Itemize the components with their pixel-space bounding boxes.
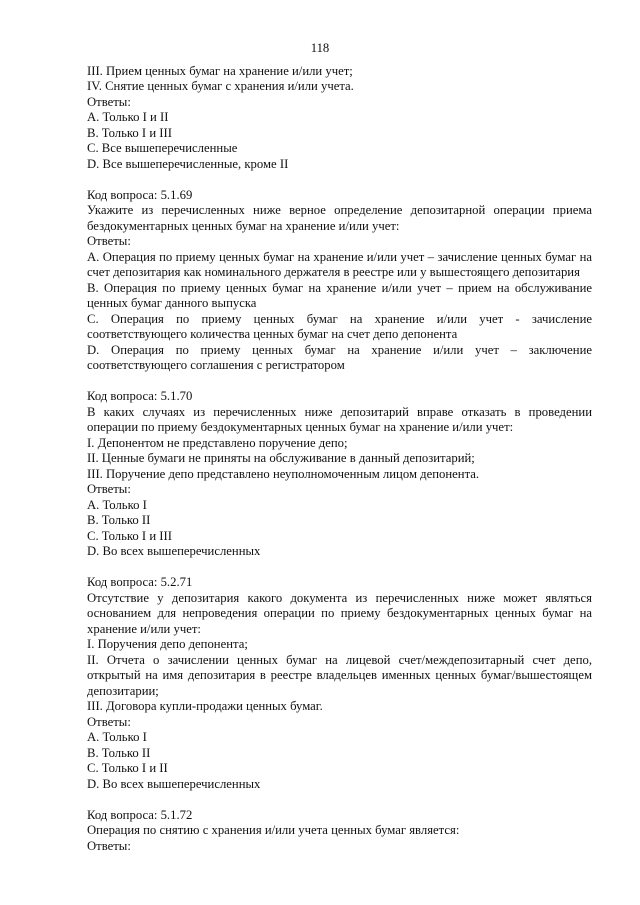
question-code: Код вопроса: 5.2.71 [87,575,193,589]
answer-option: D. Во всех вышеперечисленных [87,776,261,791]
answer-option: A. Операция по приему ценных бумаг на хранение и/или учет – зачисление ценных бумаг на счет депозитария как номинального держателя в реестре или у вышестоящего депозитария [87,249,592,279]
answer-option: C. Операция по приему ценных бумаг на хранение и/или учет - зачисление соответствующего количества ценных бумаг на счет депо депонента [87,311,592,341]
list-item: II. Ценные бумаги не приняты на обслуживание в данный депозитарий; [87,451,475,465]
question-code: Код вопроса: 5.1.69 [87,187,193,202]
question-text: Отсутствие у депозитария какого документа из перечисленных ниже может являться основанием для непроведения операции по приему бездокументарных ценных бумаг на хранение и/или учет: [87,590,592,636]
list-item: III. Поручение депо представлено неуполномоченным лицом депонента. [87,466,480,481]
list-item: I. Поручения депо депонента; [87,637,248,651]
answers-label: Ответы: [87,482,131,496]
question-block [87,575,592,792]
answer-option: C. Только I и III [87,528,172,543]
answers-label: Ответы: [87,94,131,109]
question-code: Код вопроса: 5.1.70 [87,389,193,403]
answer-option: C. Только I и II [87,761,168,775]
question-text: Укажите из перечисленных ниже верное определение депозитарной операции приема бездокументарных ценных бумаг на хранение и/или учет: [87,203,592,233]
list-item: IV. Снятие ценных бумаг с хранения и/или учета. [87,79,354,93]
question-code: Код вопроса: 5.1.72 [87,807,193,822]
answer-option: D. Во всех вышеперечисленных [87,544,261,558]
question-block [87,389,592,560]
answers-label: Ответы: [87,838,131,853]
list-item: III. Прием ценных бумаг на хранение и/или учет; [87,63,353,78]
answer-option: A. Только I и II [87,110,169,124]
answer-option: B. Только II [87,745,151,760]
question-block [87,808,592,855]
answer-option: D. Операция по приему ценных бумаг на хранение и/или учет – заключение соответствующего соглашения с регистратором [87,342,592,372]
list-item: I. Депонентом не представлено поручение депо; [87,435,348,450]
answer-option: C. Все вышеперечисленные [87,141,238,155]
answer-option: B. Операция по приему ценных бумаг на хранение и/или учет – прием на обслуживание ценных бумаг данного выпуска [87,280,592,310]
answer-option: A. Только I [87,497,147,512]
answers-label: Ответы: [87,714,131,729]
list-item: III. Договора купли-продажи ценных бумаг. [87,699,323,713]
answer-option: A. Только I [87,730,147,744]
list-item: II. Отчета о зачислении ценных бумаг на лицевой счет/междепозитарный счет депо, открытый на имя депозитария в реестре владельцев именных ценных бумаг/вышестоящем депозитарии; [87,652,592,698]
question-text: В каких случаях из перечисленных ниже депозитарий вправе отказать в проведении операции по приему бездокументарных ценных бумаг на хранение и/или учет: [87,404,592,434]
answer-option: D. Все вышеперечисленные, кроме II [87,156,289,171]
answer-option: B. Только I и III [87,125,172,140]
continued-question [87,64,592,173]
question-block [87,188,592,374]
question-text: Операция по снятию с хранения и/или учета ценных бумаг является: [87,823,460,837]
answer-option: B. Только II [87,513,151,527]
answers-label: Ответы: [87,234,131,248]
page-number: 118 [310,41,330,55]
